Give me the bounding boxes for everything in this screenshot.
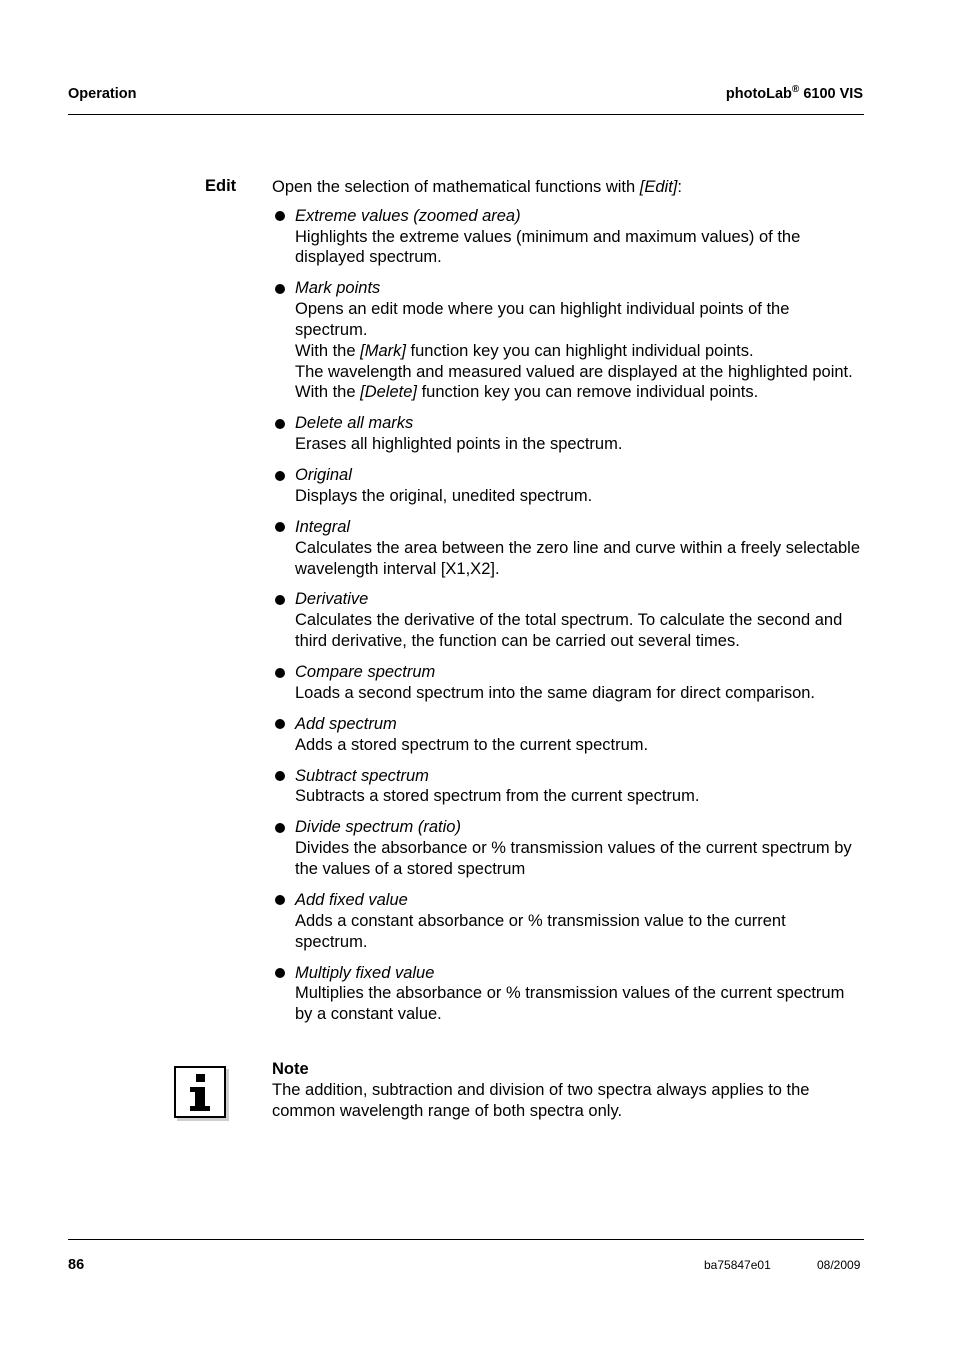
- function-description: Highlights the extreme values (minimum and maximum values) of the displayed spectrum.: [295, 227, 801, 267]
- function-description: Adds a constant absorbance or % transmission value to the current spectrum.: [295, 911, 786, 951]
- bullet-icon: [275, 719, 285, 729]
- bullet-icon: [275, 284, 285, 294]
- function-title: Mark points: [295, 279, 381, 298]
- function-title: Multiply fixed value: [295, 963, 435, 982]
- product-model: 6100 VIS: [803, 86, 863, 102]
- header-product: [726, 86, 863, 102]
- list-item: [272, 890, 862, 952]
- bullet-icon: [275, 895, 285, 905]
- header-section: Operation: [68, 86, 137, 102]
- bullet-icon: [275, 968, 285, 978]
- list-item: [272, 465, 862, 507]
- function-title: Compare spectrum: [295, 663, 436, 682]
- list-item: [272, 817, 862, 879]
- description-text: With the: [295, 341, 361, 360]
- list-item: [272, 278, 862, 403]
- function-description: [295, 341, 862, 362]
- function-description: Calculates the derivative of the total spectrum. To calculate the second and third derivative, the function can be carried out several times.: [295, 611, 843, 651]
- function-title: Delete all marks: [295, 414, 414, 433]
- function-description: Displays the original, unedited spectrum.: [295, 486, 593, 505]
- product-name: photoLab: [725, 86, 792, 102]
- function-title: Original: [295, 466, 352, 485]
- bullet-icon: [275, 522, 285, 532]
- list-item: [272, 714, 862, 756]
- bullet-icon: [275, 419, 285, 429]
- description-text: function key you can remove individual points.: [416, 383, 759, 402]
- function-key: [Delete]: [360, 383, 417, 402]
- intro-text: Open the selection of mathematical functions with: [272, 178, 640, 196]
- function-description: Subtracts a stored spectrum from the current spectrum.: [295, 787, 700, 806]
- description-text: function key you can highlight individual points.: [405, 341, 754, 360]
- list-item: [272, 206, 862, 268]
- function-title: Derivative: [295, 590, 369, 609]
- function-description: Multiplies the absorbance or % transmission values of the current spectrum by a constant value.: [295, 984, 845, 1024]
- bullet-icon: [275, 211, 285, 221]
- function-title: Extreme values (zoomed area): [295, 206, 521, 225]
- intro-colon: :: [677, 178, 682, 196]
- function-description: Opens an edit mode where you can highlight individual points of the spectrum.: [295, 300, 790, 339]
- function-title: Integral: [295, 517, 351, 536]
- edit-key: [Edit]: [639, 178, 678, 196]
- function-title: Add fixed value: [295, 890, 408, 909]
- doc-id: ba75847e01: [704, 1258, 771, 1272]
- info-icon: [174, 1066, 226, 1118]
- function-description: Calculates the area between the zero line and curve within a freely selectable wavelength interval [X1,X2].: [295, 538, 860, 578]
- function-description: The wavelength and measured valued are displayed at the highlighted point.: [295, 362, 853, 381]
- list-item: [272, 517, 862, 579]
- bullet-icon: [275, 771, 285, 781]
- function-title: Add spectrum: [295, 714, 397, 733]
- function-description: Erases all highlighted points in the spectrum.: [295, 435, 623, 454]
- bullet-icon: [275, 595, 285, 605]
- function-title: Divide spectrum (ratio): [295, 818, 461, 837]
- function-description: Divides the absorbance or % transmission values of the current spectrum by the values of a stored spectrum: [295, 839, 852, 878]
- function-title: Subtract spectrum: [295, 766, 429, 785]
- page-number: 86: [68, 1257, 85, 1273]
- list-item: [272, 662, 862, 704]
- registered-mark: ®: [791, 84, 800, 95]
- list-item: [272, 766, 862, 808]
- edit-section: [272, 177, 862, 1035]
- bullet-icon: [275, 823, 285, 833]
- list-item: [272, 589, 862, 651]
- side-label-edit: Edit: [205, 177, 237, 195]
- list-item: [272, 413, 862, 455]
- function-list: [272, 206, 862, 1025]
- list-item: [272, 963, 862, 1025]
- bullet-icon: [275, 668, 285, 678]
- function-description: Loads a second spectrum into the same diagram for direct comparison.: [295, 683, 816, 702]
- function-description: [295, 382, 862, 403]
- function-key: [Mark]: [360, 341, 406, 360]
- function-description: Adds a stored spectrum to the current spectrum.: [295, 735, 649, 754]
- footer-rule: [68, 1239, 864, 1240]
- bullet-icon: [275, 471, 285, 481]
- note-text: The addition, subtraction and division of two spectra always applies to the common wavelength range of both spectra only.: [272, 1080, 810, 1120]
- description-text: With the: [295, 383, 361, 402]
- doc-date: 08/2009: [817, 1258, 861, 1272]
- note-title: Note: [272, 1060, 309, 1078]
- note-block: [272, 1059, 862, 1121]
- intro-paragraph: [272, 177, 862, 198]
- header-rule: [68, 114, 864, 115]
